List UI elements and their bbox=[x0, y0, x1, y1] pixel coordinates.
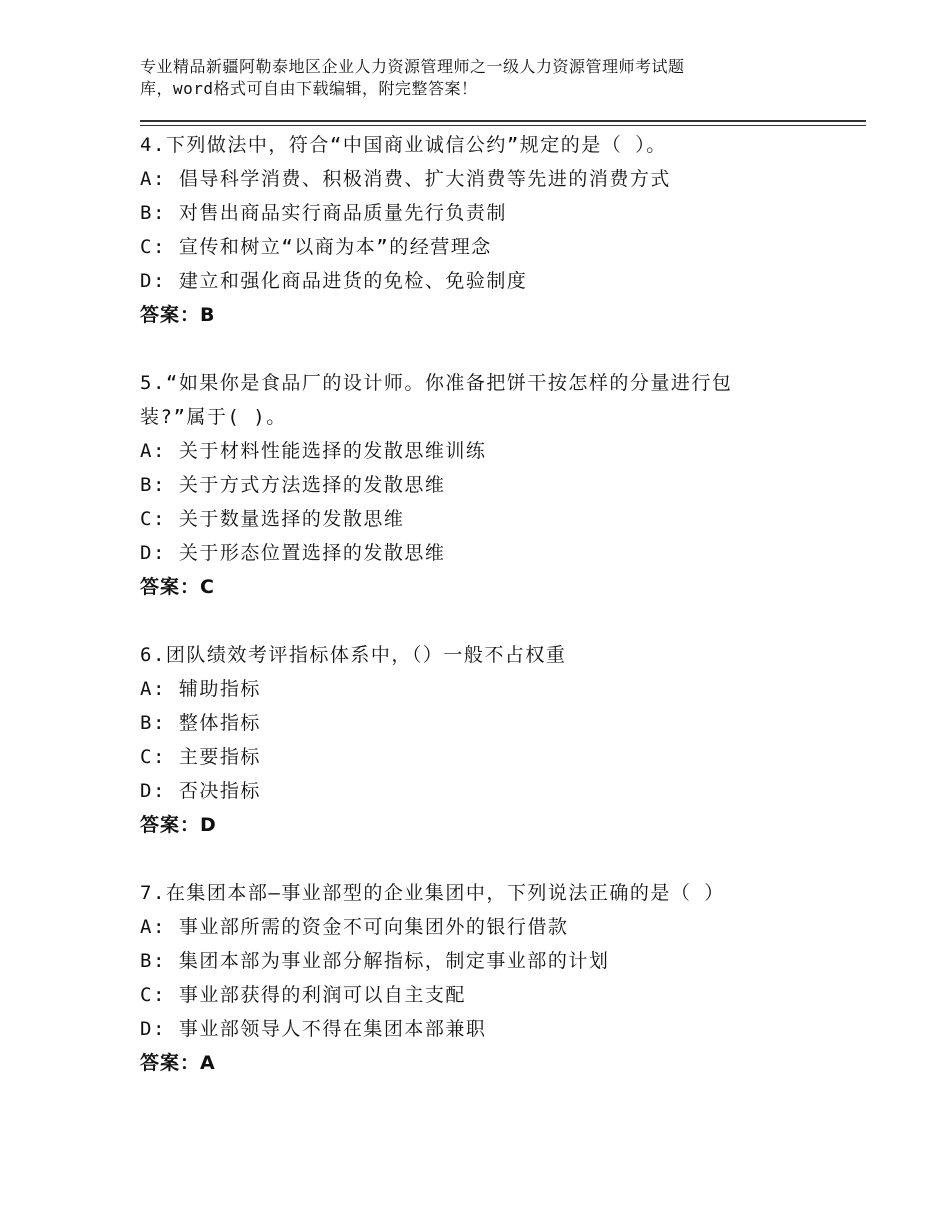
option-d: D: 否决指标 bbox=[140, 780, 261, 802]
option-a: A: 倡导科学消费、积极消费、扩大消费等先进的消费方式 bbox=[140, 168, 671, 190]
answer: 答案：B bbox=[140, 304, 216, 326]
option-d: D: 事业部领导人不得在集团本部兼职 bbox=[140, 1018, 487, 1040]
question-text: 5.“如果你是食品厂的设计师。你准备把饼干按怎样的分量进行包 bbox=[140, 372, 733, 394]
option-c: C: 宣传和树立“以商为本”的经营理念 bbox=[140, 236, 492, 258]
question-text: 4.下列做法中，符合“中国商业诚信公约”规定的是（ ）。 bbox=[140, 134, 667, 156]
header-line-2: 库，word格式可自由下载编辑，附完整答案！ bbox=[140, 79, 478, 98]
option-d: D: 建立和强化商品进货的免检、免验制度 bbox=[140, 270, 528, 292]
header-divider bbox=[140, 120, 866, 122]
answer: 答案：A bbox=[140, 1052, 216, 1074]
question-text: 7.在集团本部—事业部型的企业集团中，下列说法正确的是（ ） bbox=[140, 882, 725, 904]
question-text: 6.团队绩效考评指标体系中，（）一般不占权重 bbox=[140, 644, 567, 666]
question-5 bbox=[140, 366, 840, 604]
question-text-continued: 装?”属于( )。 bbox=[140, 406, 287, 428]
question-7 bbox=[140, 876, 840, 1080]
document-header bbox=[140, 56, 780, 100]
header-line-1: 专业精品新疆阿勒泰地区企业人力资源管理师之一级人力资源管理师考试题 bbox=[140, 57, 685, 76]
option-b: B: 关于方式方法选择的发散思维 bbox=[140, 474, 446, 496]
option-a: A: 辅助指标 bbox=[140, 678, 261, 700]
answer: 答案：D bbox=[140, 814, 217, 836]
option-a: A: 关于材料性能选择的发散思维训练 bbox=[140, 440, 487, 462]
answer: 答案：C bbox=[140, 576, 215, 598]
option-d: D: 关于形态位置选择的发散思维 bbox=[140, 542, 446, 564]
option-c: C: 关于数量选择的发散思维 bbox=[140, 508, 405, 530]
question-list bbox=[140, 128, 840, 1114]
option-b: B: 对售出商品实行商品质量先行负责制 bbox=[140, 202, 507, 224]
question-4 bbox=[140, 128, 840, 332]
question-6 bbox=[140, 638, 840, 842]
option-b: B: 集团本部为事业部分解指标，制定事业部的计划 bbox=[140, 950, 610, 972]
option-c: C: 事业部获得的利润可以自主支配 bbox=[140, 984, 466, 1006]
option-a: A: 事业部所需的资金不可向集团外的银行借款 bbox=[140, 916, 569, 938]
option-c: C: 主要指标 bbox=[140, 746, 261, 768]
header-divider-thin bbox=[140, 125, 866, 126]
option-b: B: 整体指标 bbox=[140, 712, 261, 734]
